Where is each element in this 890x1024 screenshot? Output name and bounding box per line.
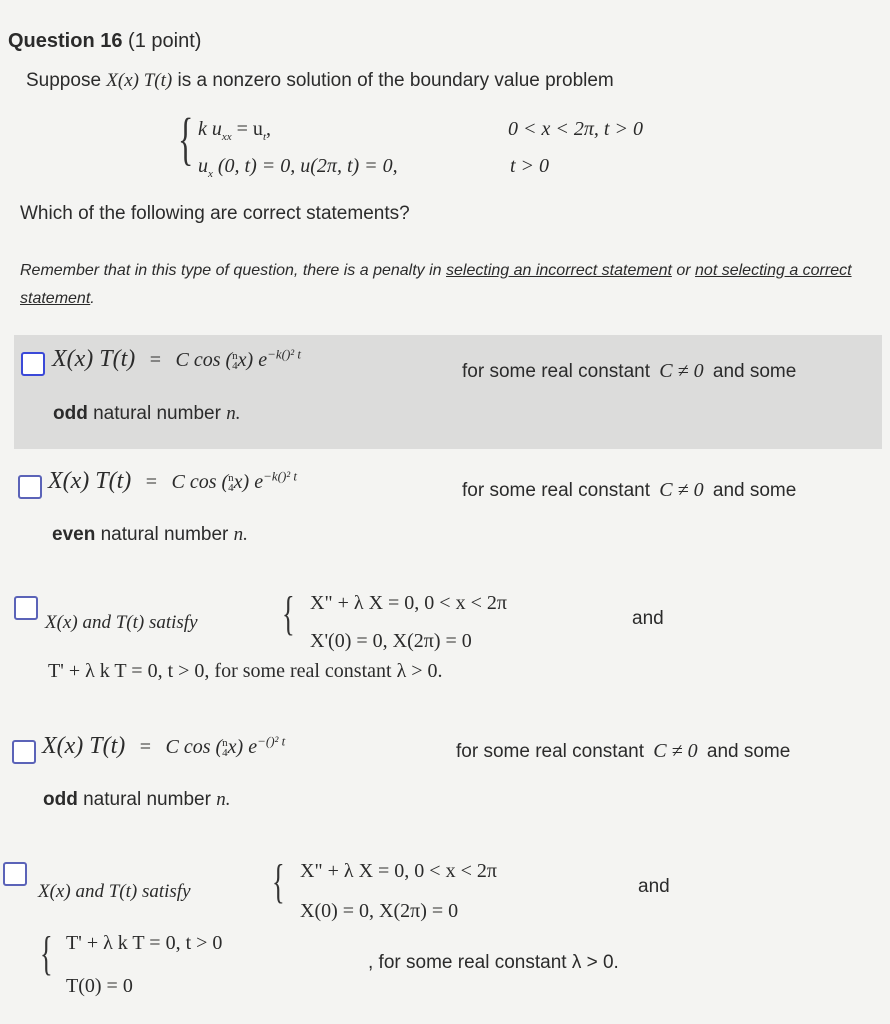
pde-line2 <box>198 155 398 180</box>
option-2-lhs: X(x) T(t) <box>48 468 132 494</box>
option-2-n: n. <box>233 524 248 545</box>
option-4-exp: −( <box>257 733 271 749</box>
pde-condition: 0 < x < 2π, t > 0 <box>508 118 643 140</box>
option-5-prefix <box>38 881 191 903</box>
notice-link-correct: not selecting a correct statement <box>20 262 852 307</box>
option-2-checkbox[interactable] <box>18 475 42 499</box>
option-2-formula <box>48 468 297 495</box>
bc-values: (0, t) = 0, u(2π, t) = 0, <box>217 155 398 177</box>
option-3-line3: T' + λ k T = 0, t > 0, for some real constant λ > 0. <box>48 660 443 682</box>
option-2-frac-den: 4 <box>228 482 234 495</box>
option-2-tail-text: for some real constant <box>462 480 650 501</box>
option-4-frac-den: 4 <box>222 747 228 760</box>
penalty-notice <box>20 257 880 313</box>
option-2-exp: −k( <box>263 468 282 484</box>
pde-lhs: k u <box>198 118 222 140</box>
bc-condition: t > 0 <box>510 155 550 177</box>
option-1-natural: natural number <box>93 403 221 424</box>
option-5-and: and <box>638 876 670 897</box>
option-4-frac-num: n <box>222 737 228 750</box>
option-3-prefix-text: X(x) and T(t) satisfy <box>45 612 198 633</box>
intro-tail: is a nonzero solution of the boundary value problem <box>177 70 614 91</box>
option-4-formula <box>42 733 285 760</box>
option-2-tail <box>462 479 796 502</box>
question-points: (1 point) <box>128 30 202 52</box>
option-5-prefix-text: X(x) and T(t) satisfy <box>38 881 191 902</box>
option-4-rhs2: x) e <box>227 736 258 758</box>
option-3-sys2: X'(0) = 0, X(2π) = 0 <box>310 630 472 652</box>
intro-function: X(x) T(t) <box>106 70 173 91</box>
option-5-sys4: T(0) = 0 <box>66 975 133 997</box>
notice-suffix: . <box>90 290 95 307</box>
option-4-checkbox[interactable] <box>12 740 36 764</box>
question-number: Question 16 <box>8 30 123 52</box>
option-2-and: and some <box>712 480 797 501</box>
option-1-checkbox[interactable] <box>21 352 45 376</box>
option-4-exp2: )² t <box>270 733 286 749</box>
option-1-exp2: )² t <box>285 346 302 362</box>
option-5-sys2: X(0) = 0, X(2π) = 0 <box>300 900 459 922</box>
option-1-frac-num: n <box>232 350 238 363</box>
option-1-and: and some <box>712 361 797 382</box>
option-1-parity: odd <box>53 403 88 424</box>
bc-sub-x: x <box>208 168 213 180</box>
option-2-cond: C ≠ 0 <box>659 479 704 501</box>
option-5-checkbox[interactable] <box>3 862 27 886</box>
option-2-line2 <box>52 524 248 546</box>
option-5-brace-t: { <box>40 927 53 980</box>
option-4-natural: natural number <box>83 789 211 810</box>
notice-prefix: Remember that in this type of question, there is a penalty in <box>20 262 447 279</box>
option-1-n: n. <box>226 403 241 424</box>
question-title <box>8 30 201 53</box>
question-intro <box>26 70 614 92</box>
intro-text: Suppose <box>26 70 102 91</box>
option-4-cond: C ≠ 0 <box>653 740 698 762</box>
option-1-frac-den: 4 <box>232 360 238 373</box>
pde-rhs: = u <box>236 118 263 140</box>
option-1-lhs: X(x) T(t) <box>52 346 136 372</box>
option-4-eq: = <box>139 736 152 758</box>
pde-sub-xx: xx <box>221 131 232 143</box>
option-4-line2 <box>43 789 230 811</box>
option-5-brace: { <box>272 855 285 908</box>
option-1-cond: C ≠ 0 <box>659 360 704 382</box>
option-3-checkbox[interactable] <box>14 596 38 620</box>
option-2-exp2: )² t <box>281 468 298 484</box>
option-4-parity: odd <box>43 789 78 810</box>
pde-line1: k $u_{xx} = u_t$, <box>198 118 271 143</box>
option-5-sys1: X" + λ X = 0, 0 < x < 2π <box>300 860 497 882</box>
option-4-n: n. <box>216 789 231 810</box>
bvp-brace: { <box>178 106 194 171</box>
notice-mid: or <box>671 262 696 279</box>
option-5-tail: , for some real constant λ > 0. <box>368 952 619 973</box>
option-2-frac-num: n <box>228 472 234 485</box>
pde-sub-t: t <box>262 131 266 143</box>
option-5-sys3: T' + λ k T = 0, t > 0 <box>66 932 223 954</box>
option-2-rhs2: x) e <box>233 471 264 493</box>
option-3-and: and <box>632 608 664 629</box>
option-4-lhs: X(x) T(t) <box>42 733 126 759</box>
option-1-rhs: C cos ( <box>175 349 233 371</box>
option-1-rhs2: x) e <box>237 349 268 371</box>
option-1-line2 <box>53 403 240 425</box>
option-1-exp: −k( <box>267 346 286 362</box>
option-3-sys1: X" + λ X = 0, 0 < x < 2π <box>310 592 507 614</box>
bc-u: u <box>198 155 208 177</box>
option-2-natural: natural number <box>100 524 229 545</box>
option-4-and: and some <box>706 741 791 762</box>
option-3-prefix <box>45 612 198 634</box>
option-2-rhs: C cos ( <box>171 471 229 493</box>
option-1-eq: = <box>149 349 162 371</box>
option-4-tail <box>456 740 790 763</box>
option-1-tail-text: for some real constant <box>462 361 650 382</box>
option-4-tail-text: for some real constant <box>456 741 644 762</box>
option-1-tail <box>462 360 796 383</box>
option-2-eq: = <box>145 471 158 493</box>
notice-link-incorrect: selecting an incorrect statement <box>446 262 672 279</box>
question-prompt: Which of the following are correct statements? <box>20 203 410 224</box>
option-3-brace: { <box>282 587 295 640</box>
option-2-parity: even <box>52 524 96 545</box>
option-4-rhs: C cos ( <box>165 736 223 758</box>
option-1-formula <box>52 346 301 373</box>
